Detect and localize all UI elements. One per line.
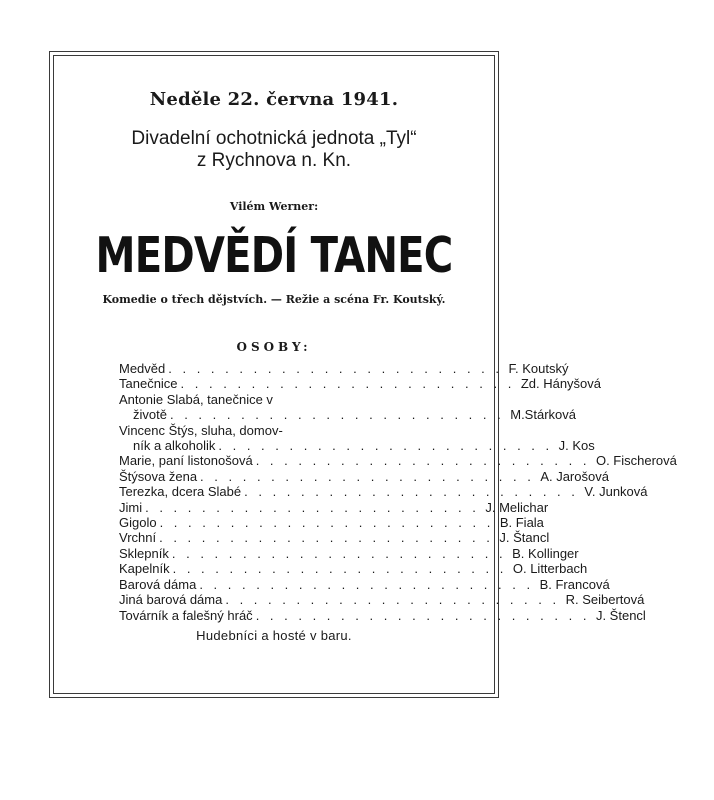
- cast-role: Štýsova žena: [119, 468, 198, 484]
- cast-role: Medvěd: [119, 361, 166, 376]
- cast-row: [119, 545, 579, 561]
- program-page: [54, 56, 677, 643]
- cast-actor: B. Kollinger: [512, 545, 579, 561]
- play-subtitle: Komedie o třech dějstvích. — Režie a scéna Fr. Koutský.: [102, 293, 446, 306]
- cast-row-role-line: [119, 423, 459, 438]
- cast-role: Antonie Slabá, tanečnice v: [119, 391, 273, 407]
- leader-dots: . . . . . . . . . . . . . . . . . . . . . . . .: [200, 468, 535, 484]
- leader-dots: . . . . . . . . . . . . . . . . . . . . . . . .: [199, 576, 534, 592]
- cast-role: Terezka, dcera Slabé: [119, 484, 242, 500]
- cast-row: [119, 592, 645, 608]
- cast-actor: Zd. Hányšová: [520, 376, 602, 392]
- leader-dots: . . . . . . . . . . . . . . . . . . . . . . . .: [172, 561, 507, 577]
- cast-actor: J. Melichar: [485, 499, 549, 515]
- cast-row: [119, 438, 595, 454]
- leader-dots: . . . . . . . . . . . . . . . . . . . . . . . .: [168, 361, 503, 376]
- cast-role: Barová dáma: [119, 576, 197, 592]
- cast-row: [119, 515, 544, 531]
- performance-date: Neděle 22. června 1941.: [149, 89, 399, 110]
- leader-dots: . . . . . . . . . . . . . . . . . . . . . . . .: [244, 484, 579, 500]
- cast-role: Jimi: [119, 499, 143, 515]
- cast-row: [119, 499, 549, 515]
- cast-role: Sklepník: [119, 545, 169, 561]
- theatre-company: [54, 128, 494, 172]
- cast-role: Kapelník: [119, 561, 170, 577]
- cast-row: [119, 561, 588, 577]
- cast-row: [119, 607, 646, 623]
- leader-dots: . . . . . . . . . . . . . . . . . . . . . . . .: [159, 515, 494, 531]
- leader-dots: . . . . . . . . . . . . . . . . . . . . . . . .: [225, 592, 560, 608]
- cast-role-continuation: ník a alkoholik: [133, 438, 216, 454]
- cast-role: Vrchní: [119, 530, 157, 546]
- cast-actor: V. Junková: [584, 484, 648, 500]
- cast-role: Jiná barová dáma: [119, 592, 223, 608]
- cast-actor: O. Litterbach: [512, 561, 588, 577]
- cast-row: [119, 407, 576, 423]
- cast-heading: OSOBY:: [236, 340, 312, 354]
- cast-actor: A. Jarošová: [540, 468, 609, 484]
- cast-role: Továrník a falešný hráč: [119, 607, 253, 623]
- cast-role: Gigolo: [119, 515, 157, 531]
- cast-list: [119, 361, 677, 623]
- cast-actor: J. Kos: [558, 438, 595, 454]
- cast-actor: J. Štencl: [595, 607, 646, 623]
- cast-row: [119, 468, 609, 484]
- play-author: Vilém Werner:: [229, 200, 319, 213]
- cast-actor: J. Štancl: [499, 530, 550, 546]
- company-line-2: z Rychnova n. Kn.: [196, 150, 352, 171]
- cast-actor: M.Stárková: [510, 407, 576, 423]
- cast-actor: B. Francová: [539, 576, 610, 592]
- cast-actor: R. Seibertová: [565, 592, 645, 608]
- leader-dots: . . . . . . . . . . . . . . . . . . . . . . . .: [218, 438, 553, 454]
- cast-footer: Hudebníci a hosté v baru.: [196, 627, 352, 643]
- cast-role: Tanečnice: [119, 376, 178, 392]
- cast-row: [119, 576, 610, 592]
- leader-dots: . . . . . . . . . . . . . . . . . . . . . . . .: [169, 407, 505, 423]
- leader-dots: . . . . . . . . . . . . . . . . . . . . . . . .: [159, 530, 494, 546]
- cast-row: [119, 376, 602, 392]
- leader-dots: . . . . . . . . . . . . . . . . . . . . . . . .: [171, 545, 507, 561]
- cast-row: [119, 530, 550, 546]
- leader-dots: . . . . . . . . . . . . . . . . . . . . . . . .: [180, 376, 515, 392]
- leader-dots: . . . . . . . . . . . . . . . . . . . . . . . .: [145, 499, 480, 515]
- leader-dots: . . . . . . . . . . . . . . . . . . . . . . . .: [255, 607, 590, 623]
- cast-row: [119, 361, 569, 376]
- cast-actor: O. Fischerová: [595, 453, 677, 469]
- cast-actor: F. Koutský: [508, 361, 569, 376]
- play-title: MEDVĚDÍ TANEC: [95, 227, 453, 284]
- cast-role: Vincenc Štýs, sluha, domov-: [119, 422, 283, 438]
- cast-actor: B. Fiala: [499, 515, 544, 531]
- cast-row-role-line: [119, 392, 459, 407]
- company-line-1: Divadelní ochotnická jednota „Tyl“: [131, 128, 417, 149]
- leader-dots: . . . . . . . . . . . . . . . . . . . . . . . .: [255, 453, 590, 469]
- cast-role: Marie, paní listonošová: [119, 453, 253, 469]
- cast-role-continuation: životě: [133, 407, 167, 423]
- cast-row: [119, 484, 648, 500]
- cast-row: [119, 453, 677, 469]
